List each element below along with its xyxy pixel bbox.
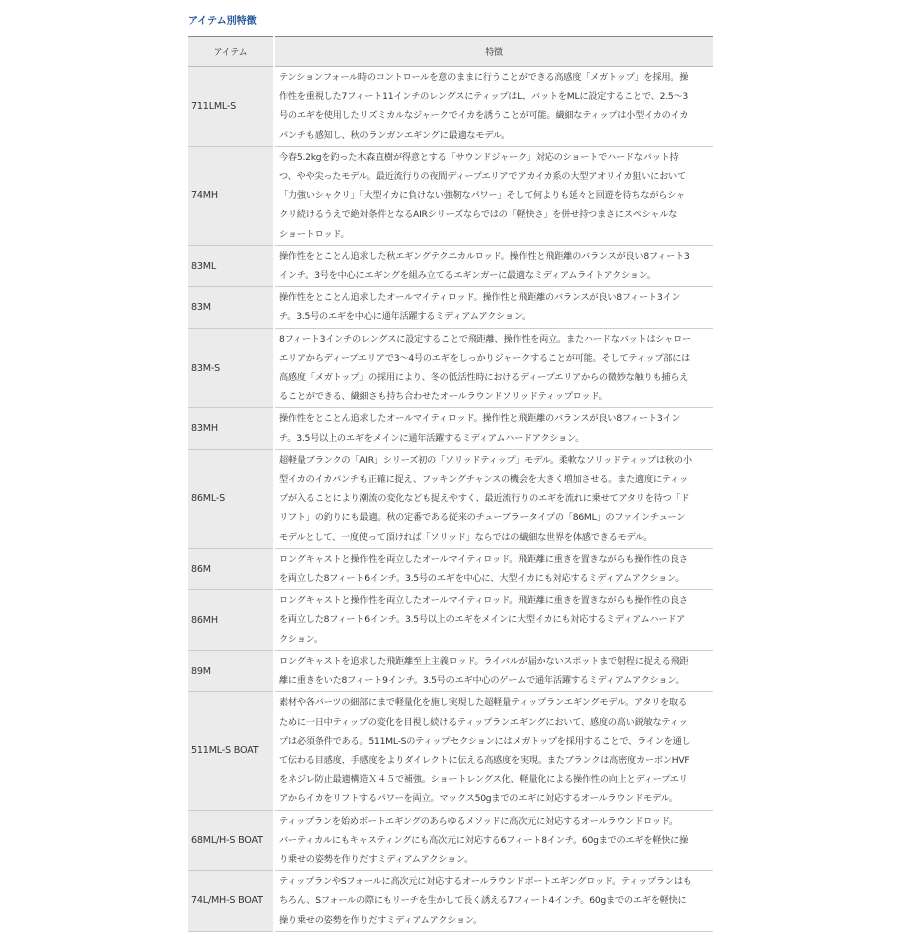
item-name: 74L/MH-S BOAT <box>188 871 274 932</box>
item-name: 711LML-S <box>188 67 274 147</box>
item-name: 83M <box>188 287 274 328</box>
table-row <box>188 245 713 286</box>
description-line: ティップランを始めボートエギングのあらゆるメソッドに高次元に対応するオールラウンドロッド。 <box>279 815 678 827</box>
description-line: エリアからディープエリアで3～4号のエギをしっかりジャークすることが可能。そしてティップ部には <box>279 352 691 364</box>
description-line: 今春5.2kgを釣った木森直樹が得意とする「サウンドジャーク」対応のショートでハードなバット持 <box>279 151 679 163</box>
description-line: ために一日中ティップの変化を目視し続けるティップランエギングにおいて、感度の高い鋭敏なティッ <box>279 716 688 728</box>
description-line: ることができる、繊細さも持ち合わせたオールラウンドソリッドティップロッド。 <box>279 391 608 403</box>
item-name: 68ML/H-S BOAT <box>188 810 274 871</box>
table-row <box>188 650 713 691</box>
table-row <box>188 810 713 871</box>
description-line: 操作性をとことん追求したオールマイティロッド。操作性と飛距離のバランスが良い8フィート3イン <box>279 292 681 304</box>
item-description <box>274 449 713 548</box>
description-line: インチ。3号を中心にエギングを組み立てるエギンガーに最適なミディアムライトアクション。 <box>279 270 656 282</box>
item-description <box>274 548 713 589</box>
item-description <box>274 146 713 245</box>
description-line: プは必須条件である。511ML-Sのティップセクションにはメガトップを採用することで、ラインを通し <box>279 735 691 747</box>
description-line: クリ続けるうえで絶対条件となるAIRシリーズならではの「軽快さ」を併せ持つまさにスペシャルな <box>279 209 678 221</box>
description-line: パンチも感知し、秋のランガンエギングに最適なモデル。 <box>279 129 510 141</box>
description-line: を両立した8フィート6インチ。3.5号のエギを中心に、大型イカにも対応するミディアムアクション。 <box>279 573 685 585</box>
table-row <box>188 408 713 449</box>
item-description <box>274 408 713 449</box>
description-line: アからイカをリフトするパワーを両立。マックス50gまでのエギに対応するオールラウンドモデル。 <box>279 793 678 805</box>
table-body <box>188 67 713 932</box>
table-row <box>188 328 713 408</box>
item-name: 83M-S <box>188 328 274 408</box>
table-row <box>188 871 713 932</box>
description-line: ちろん、Sフォールの際にもリーチを生かして長く誘える7フィート4インチ。60gまでのエギを軽快に <box>279 895 687 907</box>
description-line: 操作性をとことん追求したオールマイティロッド。操作性と飛距離のバランスが良い8フィート3イン <box>279 413 681 425</box>
item-name: 74MH <box>188 146 274 245</box>
table-header-row <box>188 37 713 67</box>
item-description <box>274 810 713 871</box>
table-row <box>188 67 713 147</box>
item-name: 83MH <box>188 408 274 449</box>
header-item: アイテム <box>188 37 274 67</box>
table-row <box>188 146 713 245</box>
description-line: つ、やや尖ったモデル。最近流行りの夜間ディープエリアでアカイカ系の大型アオリイカ狙いにおいて <box>279 171 686 183</box>
table-row <box>188 548 713 589</box>
table-row <box>188 590 713 651</box>
description-line: り乗せの姿勢を作りだすミディアムアクション。 <box>279 853 474 865</box>
header-feature: 特徴 <box>274 37 713 67</box>
description-line: をネジレ防止最適構造Ｘ４５で補強。ショートレングス化、軽量化による操作性の向上とディープエリ <box>279 774 688 786</box>
item-name: 86M <box>188 548 274 589</box>
description-line: 高感度「メガトップ」の採用により、冬の低活性時におけるディープエリアからの微妙な触りも捕らえ <box>279 372 689 384</box>
description-line: クション。 <box>279 633 323 645</box>
description-line: モデルとして、一度使って頂ければ「ソリッド」ならではの繊細な世界を体感できるモデル。 <box>279 531 653 543</box>
description-line: ティップランやSフォールに高次元に対応するオールラウンドボートエギングロッド。ティップランはも <box>279 876 692 888</box>
item-description <box>274 590 713 651</box>
description-line: 8フィート3インチのレングスに設定することで飛距離、操作性を両立。またハードなバットはシャロー <box>279 333 691 345</box>
table-row <box>188 692 713 810</box>
description-line: 号のエギを使用したリズミカルなジャークでイカを誘うことが可能。繊細なティップは小型イカのイカ <box>279 110 689 122</box>
description-line: ロングキャストを追求した飛距離至上主義ロッド。ライバルが届かないスポットまで射程に捉える飛距 <box>279 655 689 667</box>
table-row <box>188 287 713 328</box>
item-description <box>274 67 713 147</box>
section-title: アイテム別特徴 <box>188 16 257 27</box>
item-description <box>274 692 713 810</box>
description-line: バーティカルにもキャスティングにも高次元に対応する6フィート8インチ。60gまでのエギを軽快に操 <box>279 834 689 846</box>
item-name: 511ML-S BOAT <box>188 692 274 810</box>
description-line: チ。3.5号のエギを中心に通年活躍するミディアムアクション。 <box>279 311 531 323</box>
item-name: 83ML <box>188 245 274 286</box>
item-name: 86ML-S <box>188 449 274 548</box>
description-line: 操り乗せの姿勢を作りだすミディアムアクション。 <box>279 914 482 926</box>
description-line: 離に重きをいた8フィート9インチ。3.5号のエギ中心のゲームで通年活躍するミディアムアクション。 <box>279 675 685 687</box>
description-line: テンションフォール時のコントロールを意のままに行うことができる高感度「メガトップ」を採用。操 <box>279 72 689 83</box>
description-line: 操作性をとことん追求した秋エギングテクニカルロッド。操作性と飛距離のバランスが良い8フィート3 <box>279 250 690 262</box>
description-line: チ。3.5号以上のエギをメインに通年活躍するミディアムハードアクション。 <box>279 432 585 444</box>
description-line: 型イカのイカパンチも正確に捉え、フッキングチャンスの機会を大きく増加させる。また適度にティッ <box>279 474 688 486</box>
table-row <box>188 449 713 548</box>
feature-table <box>188 36 713 932</box>
description-line: 「力強いシャクリ」「大型イカに負けない強靭なパワー」そして何よりも延々と回遊を待ちながらシャ <box>279 190 685 202</box>
description-line: 超軽量ブランクの「AIR」シリーズ初の「ソリッドティップ」モデル。柔軟なソリッドティップは秋の小 <box>279 454 692 466</box>
item-name: 86MH <box>188 590 274 651</box>
description-line: プが入ることにより潮流の変化なども捉えやすく、最近流行りのエギを流れに乗せてアタリを待つ「ド <box>279 493 690 505</box>
description-line: ロングキャストと操作性を両立したオールマイティロッド。飛距離に重きを置きながらも操作性の良さ <box>279 595 688 607</box>
item-description <box>274 650 713 691</box>
description-line: 素材や各パーツの細部にまで軽量化を施し実現した超軽量ティップランエギングモデル。アタリを取る <box>279 697 687 709</box>
description-line: ショートロッド。 <box>279 228 350 240</box>
description-line: リフト」の釣りにも最適。秋の定番である従来のチューブラータイプの「86ML」のファインチューン <box>279 512 686 524</box>
item-description <box>274 287 713 328</box>
item-description <box>274 871 713 932</box>
description-line: て伝わる目感度、手感度をよりダイレクトに伝える高感度を実現。またブランクは高密度カーボンHVF <box>279 754 690 766</box>
description-line: を両立した8フィート6インチ。3.5号以上のエギをメインに大型イカにも対応するミディアムハードア <box>279 614 685 626</box>
item-description <box>274 328 713 408</box>
description-line: 作性を重視した7フィート11インチのレングスにティップはL、バットをMLに設定することで、2.5～3 <box>279 91 688 103</box>
item-description <box>274 245 713 286</box>
item-name: 89M <box>188 650 274 691</box>
description-line: ロングキャストと操作性を両立したオールマイティロッド。飛距離に重きを置きながらも操作性の良さ <box>279 553 688 565</box>
